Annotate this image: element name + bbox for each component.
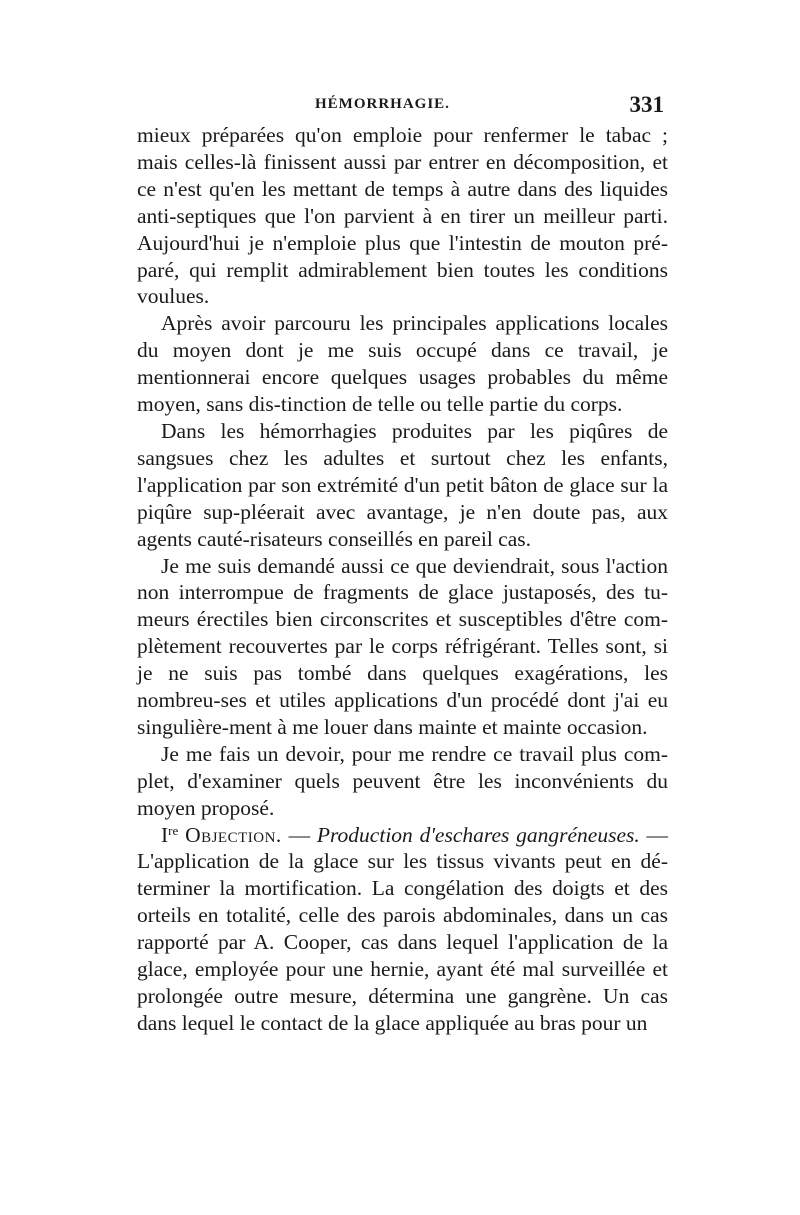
paragraph-local-applications: Après avoir parcouru les principales applications locales du moyen dont je me suis occupé dans ce travail, je mentionnerai encore quelques usages probables du même moyen, sans dis-tinction de telle ou telle partie du corps.: [137, 311, 668, 417]
running-head: [137, 92, 668, 122]
running-title: HÉMORRHAGIE.: [315, 96, 450, 112]
paragraph-first-objection: [137, 822, 668, 1037]
paragraph-inconveniences: Je me fais un devoir, pour me rendre ce travail plus com-plet, d'examiner quels peuvent être les inconvénients du moyen proposé.: [137, 741, 668, 820]
book-page: [137, 92, 668, 1037]
page-number: 331: [629, 92, 664, 117]
paragraph-leech-bites: Dans les hémorrhagies produites par les piqûres de sangsues chez les adultes et surtout chez les enfants, l'application par son extrémité d'un petit bâton de glace sur la piqûre sup-pléerait avec avantage, je n'en doute pas, aux agents cauté-risateurs conseillés en pareil cas.: [137, 418, 668, 551]
paragraph-erectile-tumors: Je me suis demandé aussi ce que deviendrait, sous l'action non interrompue de fragments de glace justaposés, des tu-meurs érectiles bien circonscrites et susceptibles d'être com-plètement recouvertes par le corps réfrigérant. Telles sont, si je ne suis pas tombé dans quelques exagérations, les nombreu-ses et utiles applications d'un procédé dont j'ai eu singulière-ment à me louer dans mainte et mainte occasion.: [137, 553, 668, 739]
paragraph-continuation: mieux préparées qu'on emploie pour renfermer le tabac ; mais celles-là finissent aussi par entrer en décomposition, et ce n'est qu'en les mettant de temps à autre dans des liquides anti-septiques que l'on parvient à en tirer un meilleur parti. Aujourd'hui je n'emploie plus que l'intestin de mouton pré-paré, qui remplit admirablement bien toutes les conditions voulues.: [137, 123, 668, 309]
body-text: [137, 122, 668, 1037]
objection-number: I: [161, 822, 169, 847]
objection-label: Objection.: [185, 822, 282, 847]
objection-title: Production d'eschares gangréneuses.: [316, 822, 640, 847]
objection-dash: —: [281, 822, 317, 847]
objection-text: — L'application de la glace sur les tissus vivants peut en dé-terminer la mortification. La congélation des doigts et des orteils en totalité, celle des parois abdominales, dans un cas rapporté par A. Cooper, cas dans lequel l'application de la glace, employée pour une hernie, ayant été mal surveillée et prolongée outre mesure, détermina une gangrène. Un cas dans lequel le contact de la glace appliquée au bras pour un: [137, 822, 669, 1035]
objection-ordinal: re: [168, 822, 179, 838]
